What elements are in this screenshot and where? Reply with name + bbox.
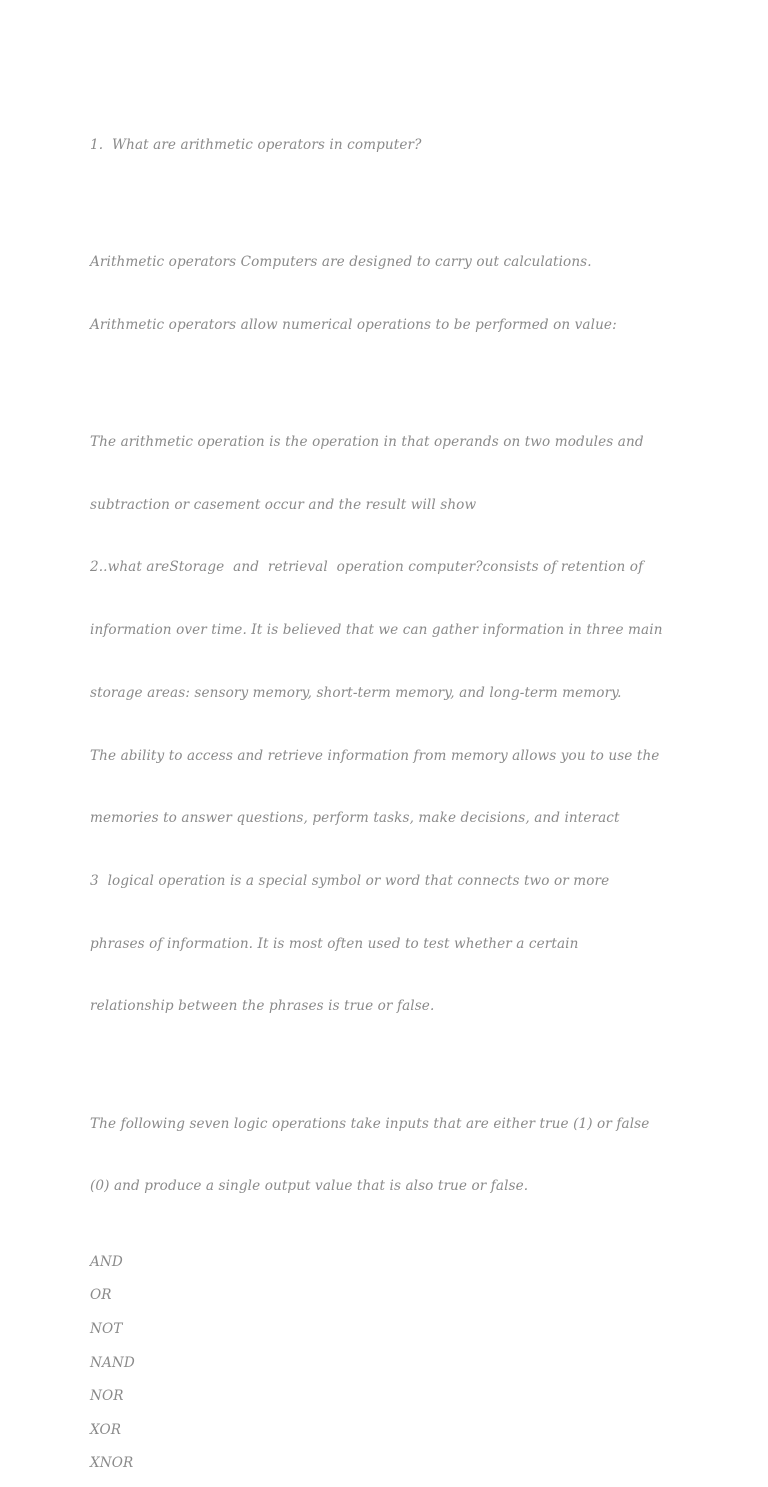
paragraph-line: relationship between the phrases is true or false. — [90, 998, 435, 1015]
paragraph-line: memories to answer questions, perform tasks, make decisions, and interact — [90, 810, 620, 827]
paragraph-line: The arithmetic operation is the operation in that operands on two modules and — [90, 433, 644, 450]
paragraph-line: Arithmetic operators allow numerical operations to be performed on value: — [90, 316, 617, 333]
paragraph-operations — [90, 390, 690, 1059]
logic-op-xor — [90, 1420, 690, 1441]
logic-op-label: XNOR — [90, 1455, 134, 1472]
paragraph-line: 3 logical operation is a special symbol or word that connects two or more — [90, 873, 610, 889]
paragraph-line: The ability to access and retrieve information from memory allows you to use the — [90, 747, 660, 764]
question-1-line: 1. What are arithmetic operators in computer? — [90, 136, 422, 153]
logic-op-nor — [90, 1386, 690, 1407]
logic-op-label: OR — [90, 1287, 112, 1304]
logic-op-nand — [90, 1353, 690, 1374]
logic-op-label: XOR — [90, 1421, 122, 1438]
logic-op-label: NOT — [90, 1320, 123, 1337]
paragraph-line: storage areas: sensory memory, short-term memory, and long-term memory. — [90, 684, 622, 701]
document-page — [90, 93, 690, 1487]
logic-op-label: NOR — [90, 1388, 124, 1405]
paragraph-logic-operations — [90, 1072, 690, 1239]
paragraph-line: phrases of information. It is most often used to test whether a certain — [90, 935, 579, 952]
paragraph-line: Arithmetic operators Computers are designed to carry out calculations. — [90, 254, 592, 271]
logic-op-and — [90, 1252, 690, 1273]
paragraph-line: subtraction or casement occur and the result will show — [90, 496, 477, 513]
logic-op-not — [90, 1319, 690, 1340]
question-1 — [90, 93, 690, 198]
logic-op-xnor — [90, 1453, 690, 1474]
logic-op-label: AND — [90, 1253, 123, 1270]
logic-op-label: NAND — [90, 1354, 135, 1371]
paragraph-line: information over time. It is believed that we can gather information in three main — [90, 622, 663, 639]
paragraph-arithmetic-operators — [90, 210, 690, 377]
paragraph-line: 2..what areStorage and retrieval operation computer?consists of retention of — [90, 559, 644, 576]
paragraph-line: (0) and produce a single output value that is also true or false. — [90, 1178, 529, 1195]
paragraph-line: The following seven logic operations take inputs that are either true (1) or false — [90, 1115, 650, 1132]
logic-op-or — [90, 1285, 690, 1306]
